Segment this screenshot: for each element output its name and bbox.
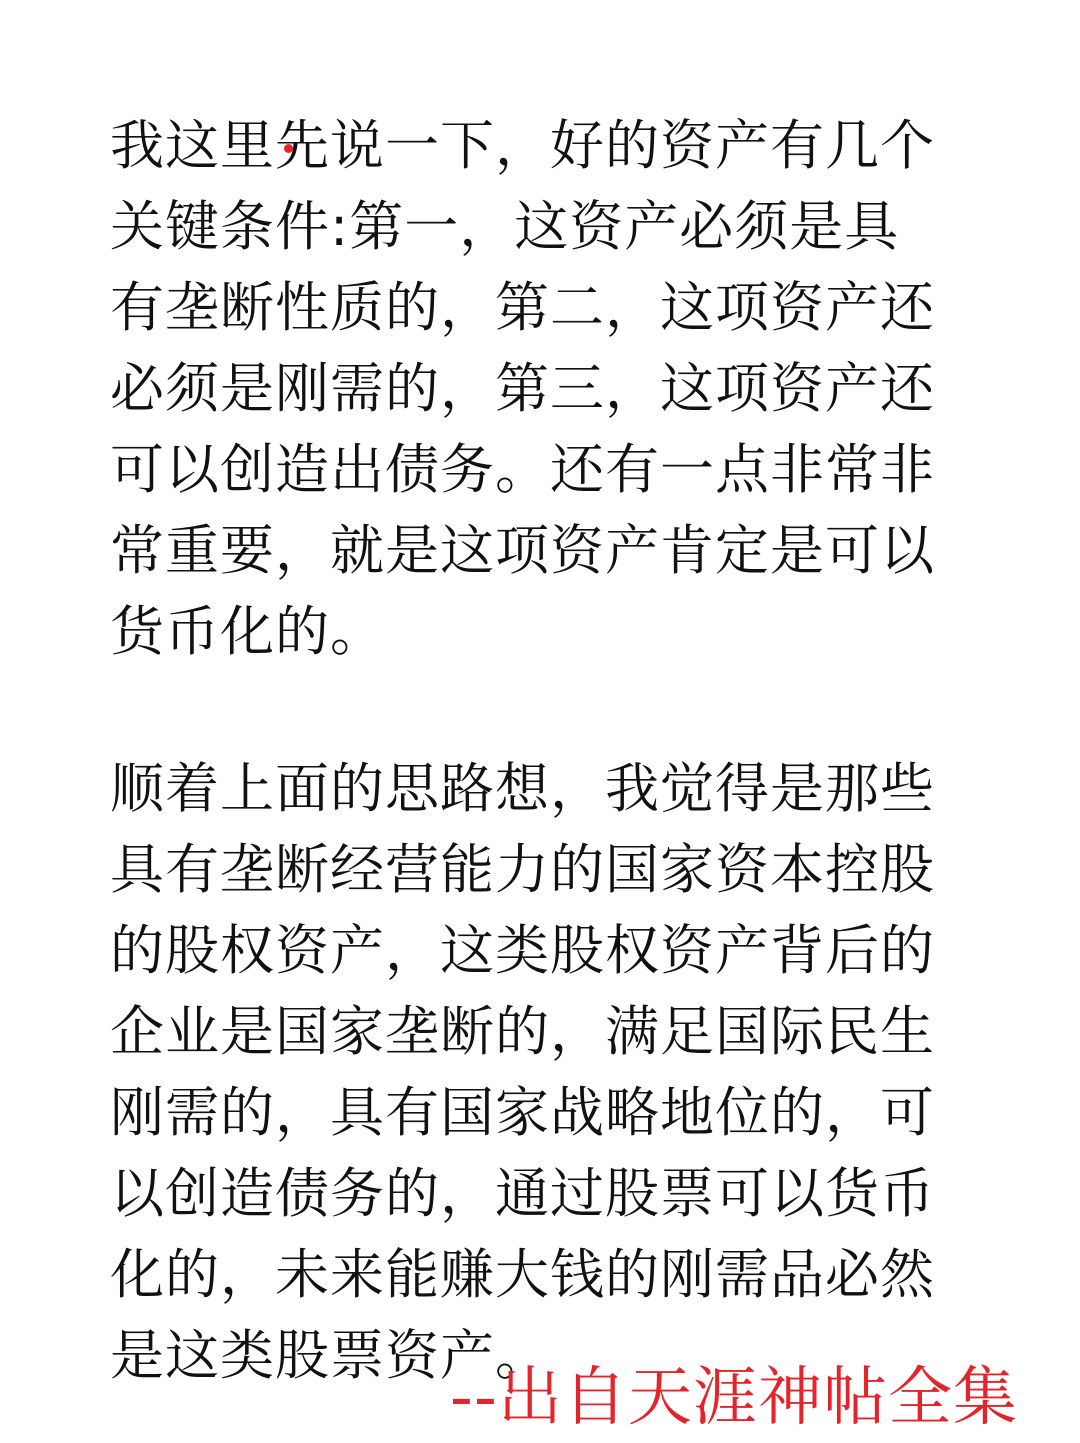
source-attribution: --出自天涯神帖全集 xyxy=(449,1361,1018,1435)
paragraph-1-line: 常重要，就是这项资产肯定是可以 xyxy=(110,519,935,582)
paragraph-2-line: 化的，未来能赚大钱的刚需品必然 xyxy=(110,1243,935,1306)
paragraph-1-line: 必须是刚需的，第三，这项资产还 xyxy=(110,357,935,420)
paragraph-2-line: 刚需的，具有国家战略地位的，可 xyxy=(110,1081,935,1144)
paragraph-2-line: 企业是国家垄断的，满足国际民生 xyxy=(110,1000,935,1063)
paragraph-2-line: 的股权资产，这类股权资产背后的 xyxy=(110,919,935,982)
paragraph-2 xyxy=(110,748,970,1396)
paragraph-1-line: 有垄断性质的，第二，这项资产还 xyxy=(110,276,935,339)
paragraph-2-line: 是这类股票资产。 xyxy=(110,1324,550,1387)
paragraph-2-line: 以创造债务的，通过股票可以货币 xyxy=(110,1162,935,1225)
paragraph-2-line: 顺着上面的思路想，我觉得是那些 xyxy=(110,757,935,820)
paragraph-1-line: 我这里先说一下，好的资产有几个 xyxy=(110,114,935,177)
paragraph-1-line: 可以创造出债务。还有一点非常非 xyxy=(110,438,935,501)
paragraph-1 xyxy=(110,105,970,672)
paragraph-2-line: 具有垄断经营能力的国家资本控股 xyxy=(110,838,935,901)
paragraph-1-line: 货币化的。 xyxy=(110,600,385,663)
paragraph-1-line: 关键条件:第一，这资产必须是具 xyxy=(110,195,900,258)
